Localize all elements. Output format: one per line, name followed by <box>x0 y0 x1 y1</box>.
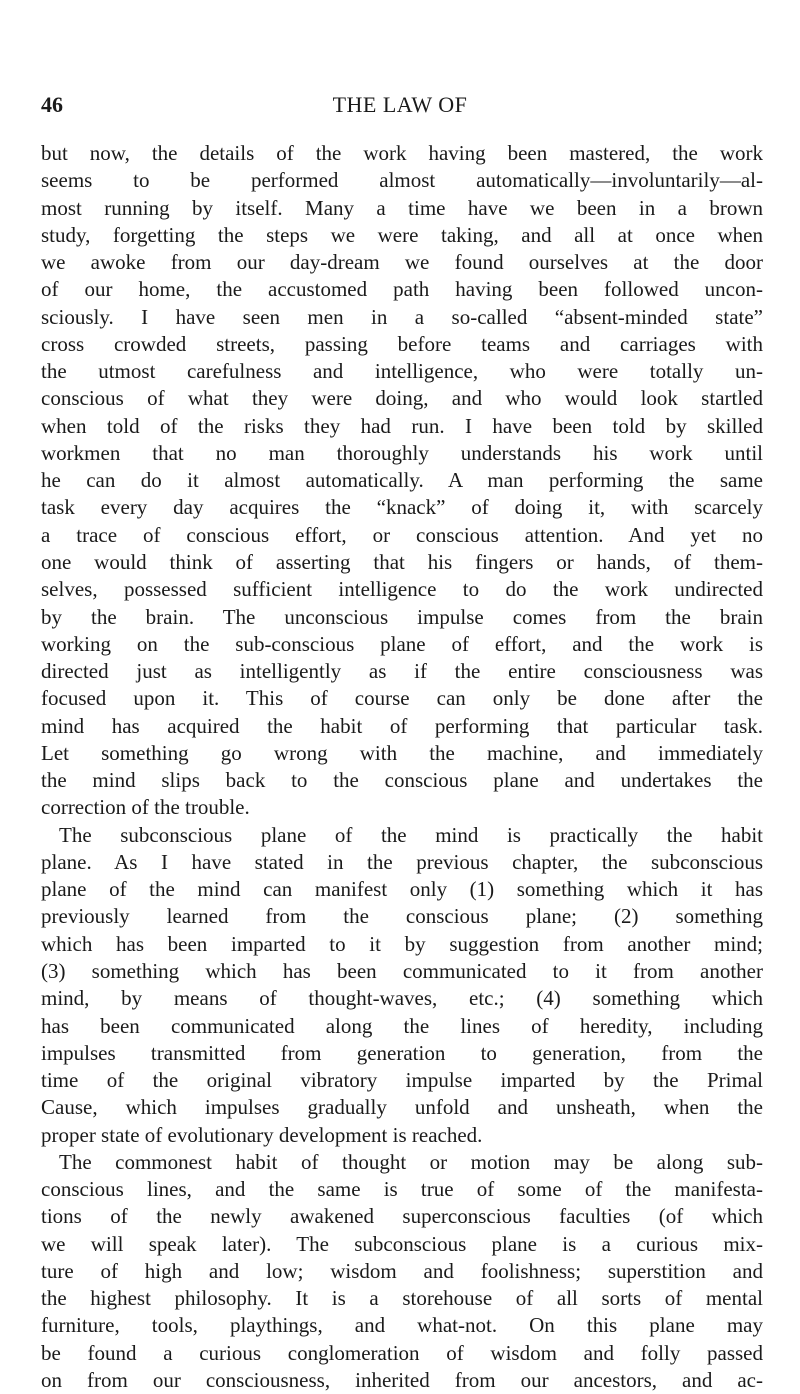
text-line: furniture, tools, playthings, and what-not. On this plane may <box>41 1313 763 1338</box>
text-line: we awoke from our day-dream we found ourselves at the door <box>41 250 763 275</box>
page-header <box>0 92 800 122</box>
text-line: Cause, which impulses gradually unfold and unsheath, when the <box>41 1095 763 1120</box>
text-line: which has been imparted to it by suggestion from another mind; <box>41 931 763 956</box>
text-line: task every day acquires the “knack” of doing it, with scarcely <box>41 495 763 520</box>
text-line: The subconscious plane of the mind is practically the habit <box>59 822 763 847</box>
text-line: cross crowded streets, passing before teams and carriages with <box>41 331 763 356</box>
text-line: selves, possessed sufficient intelligence to do the work undirected <box>41 577 763 602</box>
text-line: Let something go wrong with the machine, and immediately <box>41 740 763 765</box>
text-line: workmen that no man thoroughly understands his work until <box>41 440 763 465</box>
text-line: be found a curious conglomeration of wisdom and folly passed <box>41 1340 763 1365</box>
text-line: tions of the newly awakened superconscious faculties (of which <box>41 1204 763 1229</box>
text-line: proper state of evolutionary development is reached. <box>41 1122 483 1147</box>
text-line: we will speak later). The subconscious plane is a curious mix- <box>41 1231 763 1256</box>
running-title: THE LAW OF <box>332 92 468 117</box>
text-line: has been communicated along the lines of heredity, including <box>41 1013 763 1038</box>
page-number: 46 <box>41 92 63 117</box>
text-line: time of the original vibratory impulse imparted by the Primal <box>41 1068 763 1093</box>
text-line: focused upon it. This of course can only be done after the <box>41 686 763 711</box>
text-line: The commonest habit of thought or motion may be along sub- <box>59 1149 763 1174</box>
text-line: mind has acquired the habit of performing that particular task. <box>41 713 763 738</box>
text-line: study, forgetting the steps we were taking, and all at once when <box>41 222 763 247</box>
text-line: working on the sub-conscious plane of effort, and the work is <box>41 631 763 656</box>
text-line: the highest philosophy. It is a storehouse of all sorts of mental <box>41 1286 763 1311</box>
text-line: by the brain. The unconscious impulse comes from the brain <box>41 604 763 629</box>
text-line: (3) something which has been communicated to it from another <box>41 958 763 983</box>
text-line: plane of the mind can manifest only (1) something which it has <box>41 877 763 902</box>
text-line: seems to be performed almost automatically—involuntarily—al- <box>41 168 763 193</box>
text-line: one would think of asserting that his fingers or hands, of them- <box>41 549 763 574</box>
text-line: plane. As I have stated in the previous chapter, the subconscious <box>41 849 763 874</box>
text-line: conscious of what they were doing, and who would look startled <box>41 386 763 411</box>
text-line: most running by itself. Many a time have we been in a brown <box>41 195 763 220</box>
text-line: mind, by means of thought-waves, etc.; (4) something which <box>41 986 763 1011</box>
text-line: on from our consciousness, inherited from our ancestors, and ac- <box>41 1367 763 1392</box>
text-line: when told of the risks they had run. I have been told by skilled <box>41 413 763 438</box>
text-line: the utmost carefulness and intelligence, who were totally un- <box>41 359 763 384</box>
text-line: previously learned from the conscious plane; (2) something <box>41 904 763 929</box>
text-line: ture of high and low; wisdom and foolishness; superstition and <box>41 1258 763 1283</box>
text-line: the mind slips back to the conscious plane and undertakes the <box>41 768 763 793</box>
text-line: he can do it almost automatically. A man performing the same <box>41 468 763 493</box>
text-line: conscious lines, and the same is true of some of the manifesta- <box>41 1177 763 1202</box>
text-line: but now, the details of the work having been mastered, the work <box>41 141 763 165</box>
text-line: correction of the trouble. <box>41 795 250 820</box>
text-line: sciously. I have seen men in a so-called “absent-minded state” <box>41 304 763 329</box>
text-line: impulses transmitted from generation to generation, from the <box>41 1040 763 1065</box>
text-line: a trace of conscious effort, or conscious attention. And yet no <box>41 522 763 547</box>
text-line: directed just as intelligently as if the entire consciousness was <box>41 659 763 684</box>
body-text <box>41 140 763 1394</box>
text-line: of our home, the accustomed path having been followed uncon- <box>41 277 763 302</box>
